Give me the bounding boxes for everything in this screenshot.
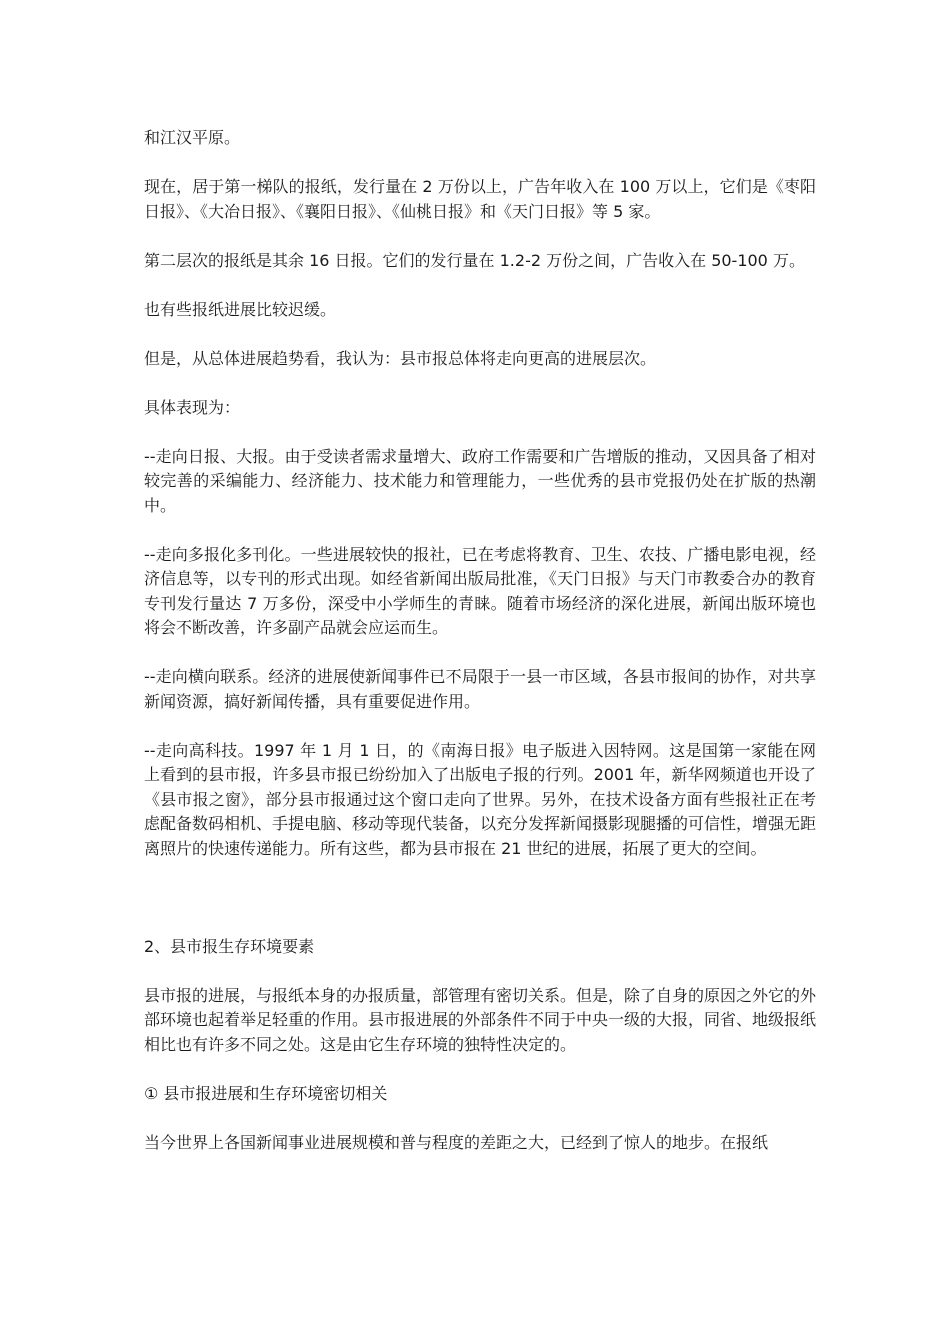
section-gap — [144, 886, 816, 935]
paragraph-5: 但是，从总体进展趋势看，我认为：县市报总体将走向更高的进展层次。 — [144, 348, 657, 368]
paragraph-6: 具体表现为： — [144, 397, 241, 417]
paragraph-10: --走向高科技。1997 年 1 月 1 日，的《南海日报》电子版进入因特网。这是国第一家能在网上看到的县市报，许多县市报已纷纷加入了出版电子报的行列。2001 年，新华网频道也开设了《县市报之窗》，部分县市报通过这个窗口走向了世界。另外，在技术设备方面有些报社正在考虑配备数码相机、手提电脑、移动等现代装备，以充分发挥新闻摄影现腿播的可信性，增强无距离照片的快速传递能力。所有这些，都为县市报在 21 世纪的进展，拓展了更大的空间。 — [144, 740, 817, 858]
paragraph-8: --走向多报化多刊化。一些进展较快的报社，已在考虑将教育、卫生、农技、广播电影电视，经济信息等，以专刊的形式出现。如经省新闻出版局批准，《天门日报》与天门市教委合办的教育专刊发行量达 7 万多份，深受中小学师生的青睐。随着市场经济的深化进展，新闻出版环境也将会不断改善，许多副产品就会应运而生。 — [144, 544, 816, 637]
section-paragraph: 县市报的进展，与报纸本身的办报质量，部管理有密切关系。但是，除了自身的原因之外它的外部环境也起着举足轻重的作用。县市报进展的外部条件不同于中央一级的大报，同省、地级报纸相比也有许多不同之处。这是由它生存环境的独特性决定的。 — [144, 985, 817, 1054]
subsection-heading: ① 县市报进展和生存环境密切相关 — [144, 1083, 388, 1103]
document-page — [144, 126, 816, 1180]
paragraph-4: 也有些报纸进展比较迟缓。 — [144, 299, 337, 319]
paragraph-1: 和江汉平原。 — [144, 128, 241, 147]
paragraph-7: --走向日报、大报。由于受读者需求量增大、政府工作需要和广告增版的推动，又因具备了相对较完善的采编能力、经济能力、技术能力和管理能力，一些优秀的县市党报仍处在扩版的热潮中。 — [144, 446, 816, 515]
last-paragraph: 当今世界上各国新闻事业进展规模和普与程度的差距之大，已经到了惊人的地步。在报纸 — [144, 1132, 769, 1152]
section-heading: 2、县市报生存环境要素 — [144, 936, 315, 956]
paragraph-2: 现在，居于第一梯队的报纸，发行量在 2 万份以上，广告年收入在 100 万以上，它们是《枣阳日报》、《大冶日报》、《襄阳日报》、《仙桃日报》和《天门日报》等 5 家。 — [144, 177, 816, 221]
paragraph-3: 第二层次的报纸是其余 16 日报。它们的发行量在 1.2-2 万份之间，广告收入在 50-100 万。 — [144, 250, 805, 270]
paragraph-9: --走向横向联系。经济的进展使新闻事件已不局限于一县一市区域，各县市报间的协作，对共享新闻资源，搞好新闻传播，具有重要促进作用。 — [144, 667, 816, 711]
